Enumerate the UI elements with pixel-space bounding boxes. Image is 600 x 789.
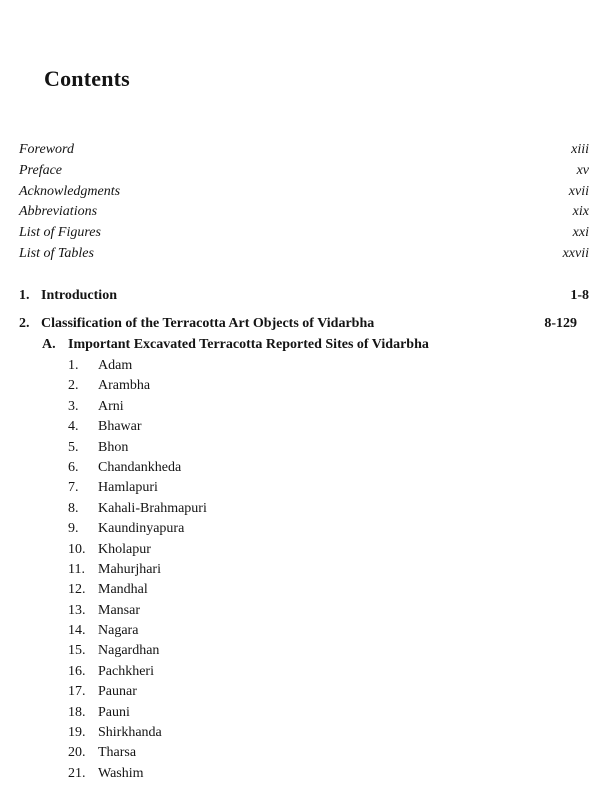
list-item[interactable] [68,642,207,662]
list-item[interactable] [68,724,207,744]
site-number: 11. [68,561,85,577]
toc-entry-page: xix [572,204,589,220]
toc-entry-label: List of Figures [19,225,101,241]
site-number: 16. [68,663,86,679]
site-name: Mandhal [98,582,148,598]
site-name: Hamlapuri [98,480,158,496]
site-name: Bhon [98,439,129,455]
site-name: Mahurjhari [98,561,161,577]
toc-entry-label: Abbreviations [19,204,98,220]
list-item[interactable] [68,357,207,377]
site-name: Nagara [98,623,139,639]
toc-entry-label: Foreword [19,142,74,157]
toc-section-excavated-sites[interactable] [42,336,429,354]
site-number: 8. [68,500,79,516]
site-number: 9. [68,521,79,537]
site-number: 7. [68,480,79,496]
site-list [68,357,207,785]
site-number: 5. [68,439,79,455]
toc-entry-list-of-tables[interactable] [19,245,589,266]
toc-entry-label: Preface [19,162,63,178]
list-item[interactable] [68,418,207,438]
site-number: 6. [68,459,79,475]
list-item[interactable] [68,377,207,397]
page-title: Contents [44,66,130,91]
toc-entry-page: xiii [571,142,589,157]
site-name: Chandankheda [98,459,182,475]
chapter-number: 1. [19,288,30,303]
toc-entry-label: List of Tables [19,245,94,261]
site-name: Pachkheri [98,663,154,679]
site-name: Arni [98,398,124,414]
toc-entry-acknowledgments[interactable] [19,183,589,204]
site-name: Shirkhanda [98,725,162,741]
site-name: Arambha [98,378,151,394]
section-title: Important Excavated Terracotta Reported Sites of Vidarbha [68,337,429,352]
list-item[interactable] [68,398,207,418]
site-name: Nagardhan [98,643,160,659]
site-number: 21. [68,765,86,781]
toc-entry-foreword[interactable] [19,141,589,162]
toc-entry-page: xxvii [562,245,589,261]
site-name: Adam [98,358,133,373]
toc-entry-page: xvii [568,183,589,199]
list-item[interactable] [68,520,207,540]
list-item[interactable] [68,765,207,785]
site-name: Tharsa [98,745,137,761]
site-name: Kholapur [98,541,151,557]
site-name: Kaundinyapura [98,521,185,537]
site-number: 4. [68,419,79,435]
site-number: 15. [68,643,86,659]
site-name: Washim [98,765,144,781]
site-number: 13. [68,602,86,618]
site-number: 2. [68,378,79,394]
chapter-number: 2. [19,316,30,331]
list-item[interactable] [68,459,207,479]
site-number: 14. [68,623,86,639]
list-item[interactable] [68,439,207,459]
toc-entry-preface[interactable] [19,162,589,183]
toc-chapter-introduction[interactable] [19,287,589,305]
site-number: 20. [68,745,86,761]
site-number: 10. [68,541,86,557]
toc-entry-label: Acknowledgments [19,183,121,199]
list-item[interactable] [68,479,207,499]
list-item[interactable] [68,602,207,622]
section-letter: A. [42,337,56,352]
toc-entry-page: xv [576,162,589,178]
site-number: 18. [68,704,86,720]
toc-chapter-classification[interactable] [19,315,589,333]
list-item[interactable] [68,663,207,683]
chapter-pages: 1-8 [570,288,589,303]
chapter-title: Introduction [41,288,117,303]
site-number: 19. [68,725,86,741]
chapter-title: Classification of the Terracotta Art Objects of Vidarbha [41,316,375,331]
site-name: Bhawar [98,419,142,435]
toc-entry-list-of-figures[interactable] [19,224,589,245]
list-item[interactable] [68,704,207,724]
list-item[interactable] [68,683,207,703]
site-name: Mansar [98,602,140,618]
site-number: 17. [68,684,86,700]
site-number: 3. [68,398,79,414]
site-name: Kahali-Brahmapuri [98,500,207,516]
list-item[interactable] [68,581,207,601]
list-item[interactable] [68,541,207,561]
list-item[interactable] [68,744,207,764]
site-name: Paunar [98,684,137,700]
chapter-pages: 8-129 [544,316,577,331]
toc-entry-abbreviations[interactable] [19,203,589,224]
list-item[interactable] [68,561,207,581]
site-number: 12. [68,582,86,598]
site-number: 1. [68,358,79,373]
list-item[interactable] [68,622,207,642]
front-matter-list [19,141,589,266]
list-item[interactable] [68,500,207,520]
toc-entry-page: xxi [572,225,589,241]
site-name: Pauni [98,704,130,720]
